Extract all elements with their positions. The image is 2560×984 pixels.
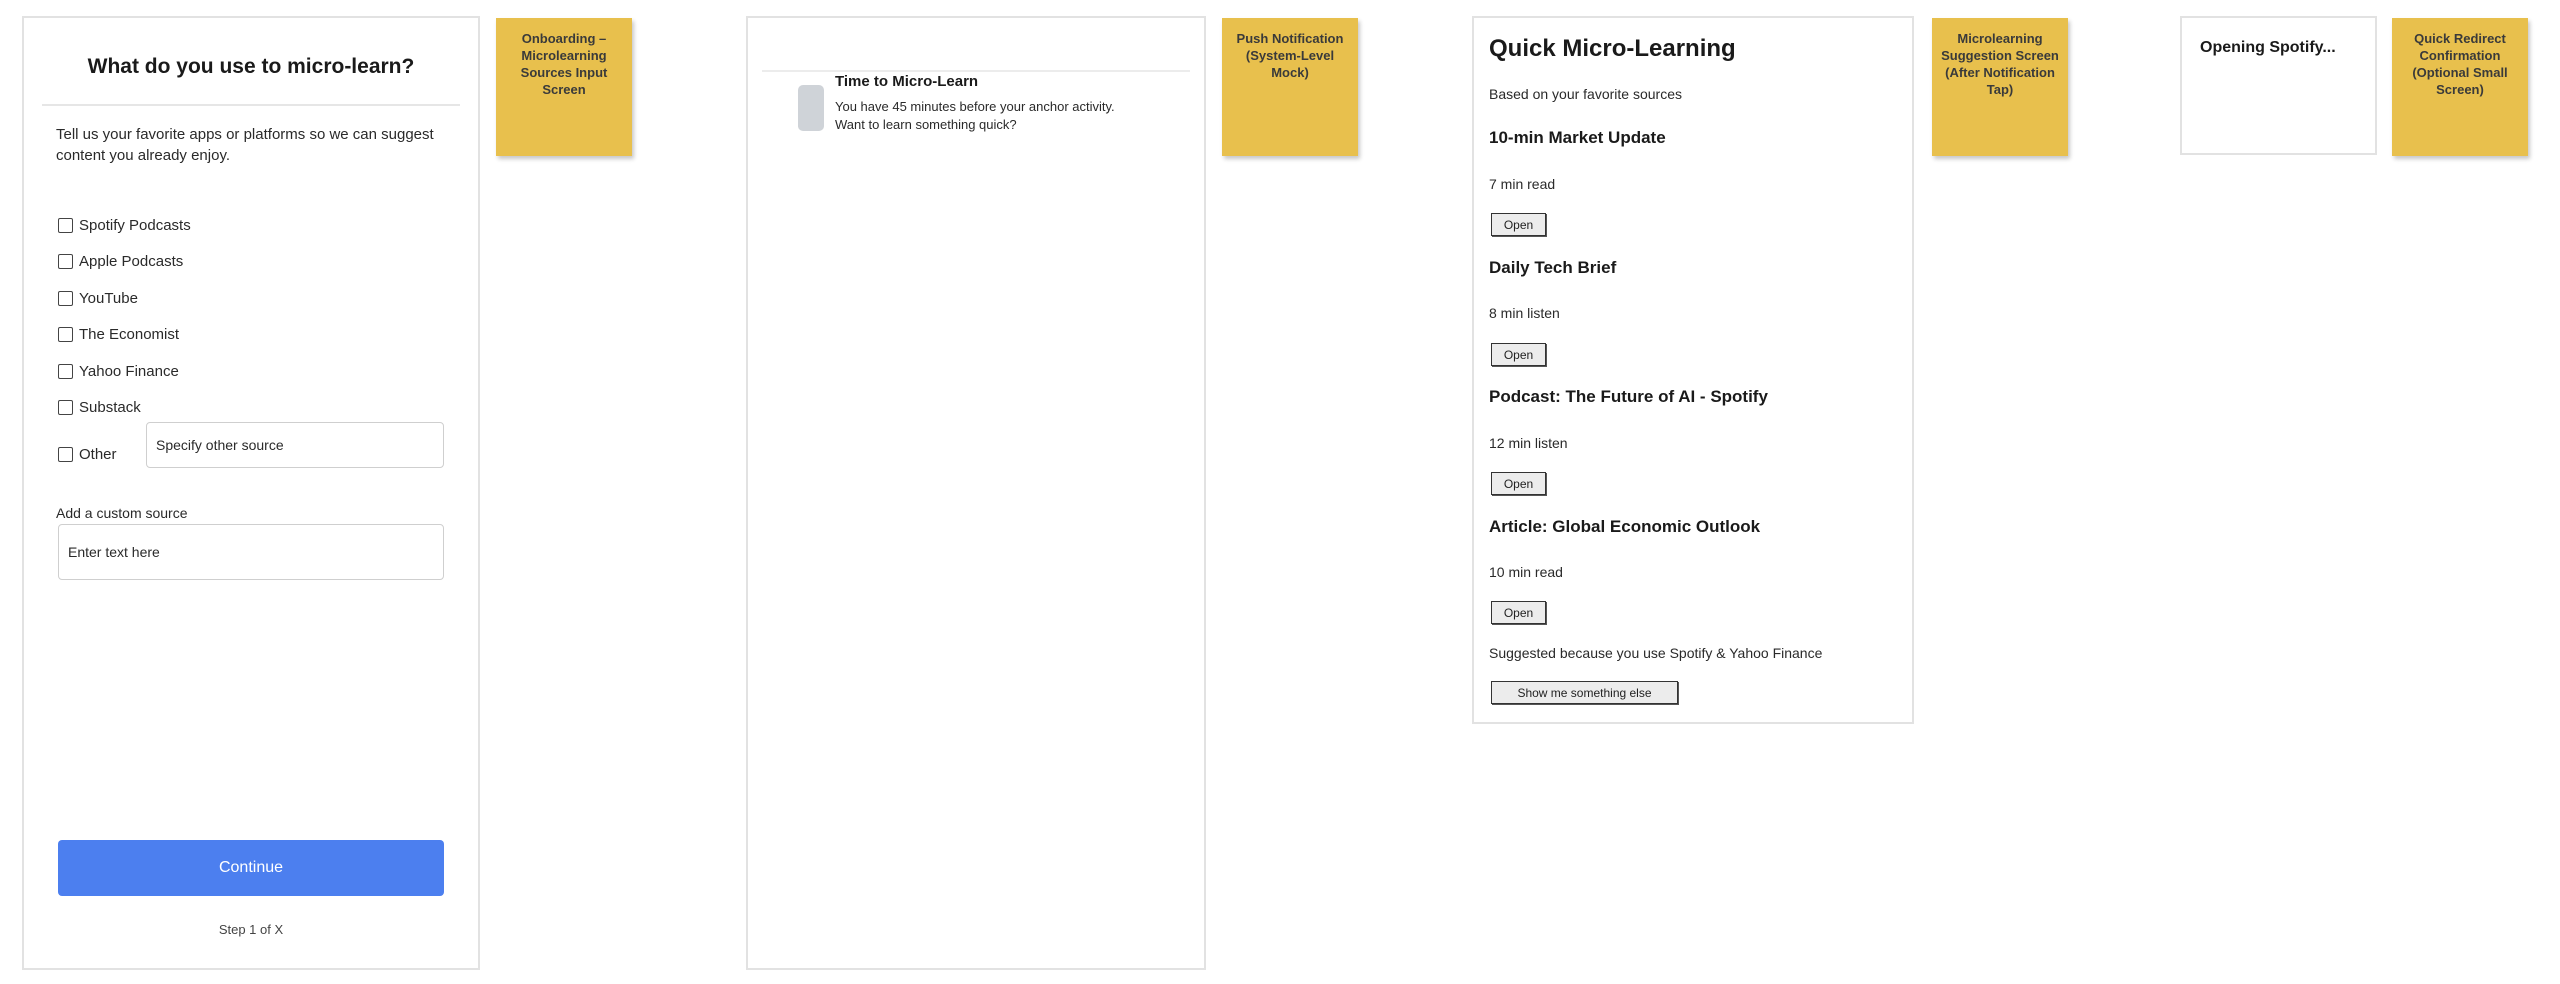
custom-source-input[interactable]: Enter text here xyxy=(58,524,444,580)
sticky-note-onboarding: Onboarding – Microlearning Sources Input Screen xyxy=(496,18,632,156)
other-source-input[interactable]: Specify other source xyxy=(146,422,444,468)
checkbox[interactable] xyxy=(58,400,73,415)
checkbox[interactable] xyxy=(58,364,73,379)
item-title: Daily Tech Brief xyxy=(1489,258,1617,277)
notification-title[interactable]: Time to Micro-Learn xyxy=(835,73,979,90)
option-the-economist[interactable] xyxy=(58,324,179,344)
option-label: Other xyxy=(79,445,117,463)
option-label: The Economist xyxy=(79,325,180,343)
option-label: Apple Podcasts xyxy=(79,252,184,270)
redirect-screen xyxy=(2180,16,2377,155)
page-title: Quick Micro-Learning xyxy=(1489,35,1736,62)
custom-source-label: Add a custom source xyxy=(56,505,188,521)
checkbox[interactable] xyxy=(58,218,73,233)
notification-body[interactable]: You have 45 minutes before your anchor activity. Want to learn something quick? xyxy=(835,99,1115,132)
item-title: Podcast: The Future of AI - Spotify xyxy=(1489,387,1768,406)
open-button[interactable]: Open xyxy=(1491,343,1546,366)
onboarding-screen xyxy=(22,16,480,970)
onboarding-title: What do you use to micro-learn? xyxy=(87,55,415,78)
option-spotify-podcasts[interactable] xyxy=(58,215,191,235)
item-meta: 8 min listen xyxy=(1489,305,1560,321)
option-label: Substack xyxy=(79,398,141,416)
header-divider xyxy=(42,104,460,106)
item-title: Article: Global Economic Outlook xyxy=(1489,517,1761,536)
option-label: Yahoo Finance xyxy=(79,362,179,380)
app-icon xyxy=(798,85,824,131)
sticky-note-push-notification: Push Notification (System-Level Mock) xyxy=(1222,18,1358,156)
checkbox[interactable] xyxy=(58,254,73,269)
option-yahoo-finance[interactable] xyxy=(58,361,179,381)
option-youtube[interactable] xyxy=(58,288,138,308)
step-indicator: Step 1 of X xyxy=(218,922,284,937)
checkbox[interactable] xyxy=(58,327,73,342)
option-substack[interactable] xyxy=(58,397,141,417)
option-apple-podcasts[interactable] xyxy=(58,251,183,271)
sticky-note-suggestion-screen: Microlearning Suggestion Screen (After Notification Tap) xyxy=(1932,18,2068,156)
open-button[interactable]: Open xyxy=(1491,601,1546,624)
onboarding-intro: Tell us your favorite apps or platforms so we can suggest content you already enjoy. xyxy=(56,126,434,164)
sticky-note-redirect: Quick Redirect Confirmation (Optional Small Screen) xyxy=(2392,18,2528,156)
continue-button[interactable]: Continue xyxy=(58,840,444,896)
option-other[interactable] xyxy=(58,444,117,464)
show-something-else-button[interactable]: Show me something else xyxy=(1491,681,1678,704)
checkbox[interactable] xyxy=(58,447,73,462)
option-label: Spotify Podcasts xyxy=(79,216,191,234)
suggestion-screen xyxy=(1472,16,1914,724)
open-button[interactable]: Open xyxy=(1491,213,1546,236)
item-meta: 10 min read xyxy=(1489,564,1563,580)
item-title: 10-min Market Update xyxy=(1489,128,1666,147)
push-notification-screen xyxy=(746,16,1206,970)
option-label: YouTube xyxy=(79,289,138,307)
page-subtitle: Based on your favorite sources xyxy=(1489,86,1682,102)
open-button[interactable]: Open xyxy=(1491,472,1546,495)
notification-divider xyxy=(762,70,1190,72)
checkbox[interactable] xyxy=(58,291,73,306)
suggestion-reason: Suggested because you use Spotify & Yahoo Finance xyxy=(1489,645,1823,661)
item-meta: 12 min listen xyxy=(1489,435,1568,451)
item-meta: 7 min read xyxy=(1489,176,1556,192)
redirect-message: Opening Spotify... xyxy=(2200,39,2336,56)
